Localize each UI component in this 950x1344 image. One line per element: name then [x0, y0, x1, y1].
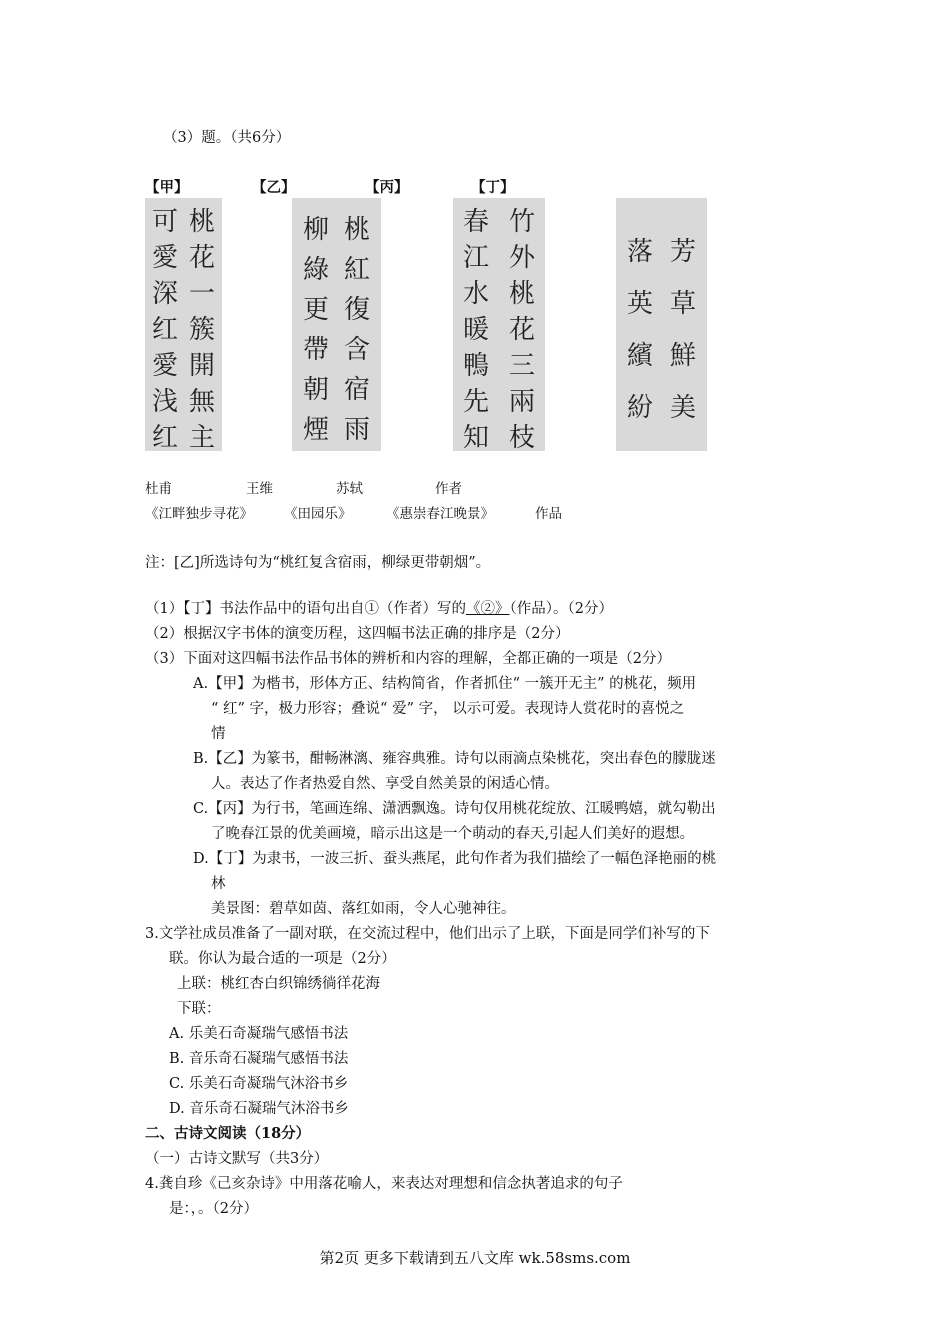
note: 注：[乙]所选诗句为“桃红复含宿雨，柳绿更带朝烟”。	[145, 555, 491, 571]
subsection-1-heading: （一）古诗文默写（共3分）	[145, 1151, 329, 1167]
bing-left-column: 春 江 水 暖 鴨 先 知	[462, 207, 489, 453]
q3: （3）下面对这四幅书法作品书体的辨析和内容的理解，全都正确的一项是（2分）	[145, 651, 671, 667]
q3-option-b-line1: B.【乙】为篆书，酣畅淋漓、雍容典雅。诗句以雨滴点染桃花，突出春色的朦胧迷	[193, 751, 716, 767]
calligraphy-bing	[453, 198, 545, 451]
q2: （2）根据汉字书体的演变历程，这四幅书法正确的排序是（2分）	[145, 626, 570, 642]
yi-left-column: 柳 綠 更 帶 朝 煙	[302, 215, 329, 445]
couplet-question-line1: 3.文学社成员准备了一副对联，在交流过程中，他们出示了上联，下面是同学们补写的下	[145, 926, 710, 942]
calligraphy-yi	[292, 198, 381, 451]
caption-work-4: 作品	[535, 506, 562, 522]
couplet-option-d[interactable]: D. 音乐奇石凝瑞气沐浴书乡	[169, 1101, 349, 1117]
couplet-question-line2: 联。你认为最合适的一项是（2分）	[169, 951, 396, 967]
q4-line2: 是：，。（2分）	[169, 1201, 258, 1217]
label-yi: 【乙】	[252, 179, 296, 196]
ding-right-column: 芳 草 鮮 美	[669, 237, 696, 423]
couplet-option-c[interactable]: C. 乐美石奇凝瑞气沐浴书乡	[169, 1076, 349, 1092]
q1-blank-1[interactable]: ①	[364, 601, 379, 617]
question-heading: （3）题。（共6分）	[163, 130, 291, 146]
q1: （1）【丁】书法作品中的语句出自①（作者）写的《②》（作品）。（2分）	[145, 601, 613, 617]
q3-option-d-line2: 林	[211, 876, 226, 892]
label-jia: 【甲】	[145, 179, 189, 196]
couplet-upper: 上联：桃红杏白织锦绣徜徉花海	[177, 976, 380, 992]
caption-work-2: 《田园乐》	[284, 506, 352, 522]
caption-author-4: 作者	[435, 481, 462, 497]
section-2-heading: 二、古诗文阅读（18分）	[145, 1125, 311, 1142]
caption-author-1: 杜甫	[145, 481, 172, 497]
q3-option-d-line3: 美景图：碧草如茵、落红如雨，令人心驰神往。	[211, 901, 516, 917]
q3-option-a-line3: 情	[211, 726, 226, 742]
caption-author-2: 王维	[246, 481, 273, 497]
jia-left-column: 可 愛 深 红 愛 浅 红	[151, 207, 178, 453]
caption-work-3: 《惠崇春江晚景》	[386, 506, 494, 522]
q3-option-c-line1: C.【丙】为行书，笔画连绵、潇洒飘逸。诗句仅用桃花绽放、江暖鸭嬉，就勾勒出	[193, 801, 716, 817]
jia-right-column: 桃 花 一 簇 開 無 主	[188, 207, 215, 453]
caption-work-1: 《江畔独步寻花》	[145, 506, 253, 522]
yi-right-column: 桃 紅 復 含 宿 雨	[343, 215, 370, 445]
q3-option-a-line1: A.【甲】为楷书，形体方正、结构简省，作者抓住“ 一簇开无主” 的桃花，频用	[193, 676, 697, 692]
calligraphy-jia	[145, 198, 222, 451]
q3-option-c-line2: 了晚春江景的优美画境，暗示出这是一个萌动的春天,引起人们美好的遐想。	[211, 826, 695, 842]
caption-author-3: 苏轼	[336, 481, 363, 497]
ding-left-column: 落 英 繽 紛	[626, 237, 653, 423]
q3-option-a-line2: “ 红” 字，极力形容；叠说“ 爱” 字， 以示可爱。表现诗人赏花时的喜悦之	[211, 701, 685, 717]
label-bing: 【丙】	[365, 179, 409, 196]
label-ding: 【丁】	[471, 179, 515, 196]
q1-blank-2[interactable]: 《②》	[465, 601, 510, 617]
q3-option-d-line1: D.【丁】为隶书，一波三折、蚕头燕尾，此句作者为我们描绘了一幅色泽艳丽的桃	[193, 851, 717, 867]
bing-right-column: 竹 外 桃 花 三 兩 枝	[508, 207, 535, 453]
couplet-option-a[interactable]: A. 乐美石奇凝瑞气感悟书法	[169, 1026, 349, 1042]
couplet-option-b[interactable]: B. 音乐奇石凝瑞气感悟书法	[169, 1051, 349, 1067]
calligraphy-ding	[616, 198, 707, 451]
q3-option-b-line2: 人。表达了作者热爱自然、享受自然美景的闲适心情。	[211, 776, 559, 792]
couplet-lower: 下联：	[177, 1001, 221, 1017]
q4-line1: 4.龚自珍《己亥杂诗》中用落花喻人，来表达对理想和信念执著追求的句子	[145, 1176, 623, 1192]
page-footer: 第2页 更多下载请到五八文库 wk.58sms.com	[319, 1249, 631, 1267]
